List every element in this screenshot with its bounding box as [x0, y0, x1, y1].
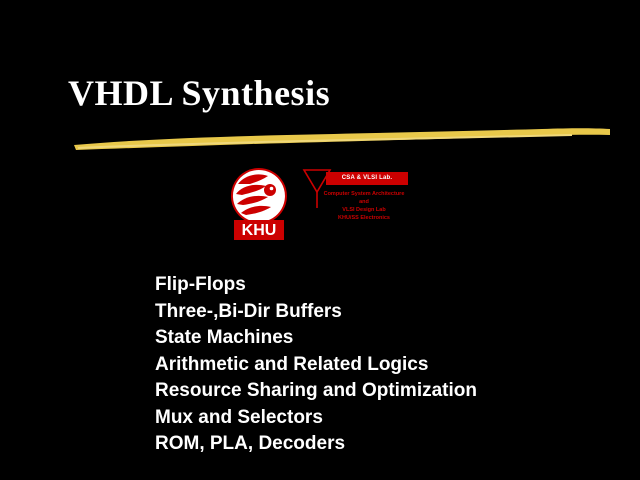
csa-lab-header: CSA & VLSI Lab.	[326, 172, 408, 185]
csa-lab-caption	[320, 190, 408, 222]
csa-caption-line-2: and	[359, 199, 369, 205]
csa-caption-line-3: VLSI Design Lab	[342, 207, 386, 213]
bullet-item: State Machines	[155, 327, 294, 348]
bullet-item: ROM, PLA, Decoders	[155, 433, 346, 454]
decorative-brush-underline	[72, 126, 612, 152]
csa-caption-line-1: Computer System Architecture	[323, 191, 405, 197]
bullet-item: Arithmetic and Related Logics	[155, 353, 429, 375]
bullet-item: Resource Sharing and Optimization	[155, 380, 477, 401]
bullet-list	[155, 272, 477, 458]
csa-caption-line-4: KHU/SS Electronics	[338, 215, 390, 221]
csa-vlsi-lab-logo	[300, 168, 408, 238]
slide-title: VHDL Synthesis	[68, 73, 331, 113]
svg-text:KHU: KHU	[241, 222, 277, 239]
bullet-item: Mux and Selectors	[155, 406, 323, 428]
logo-group	[228, 166, 408, 244]
khu-university-logo	[228, 166, 290, 240]
bullet-item: Flip-Flops	[155, 274, 246, 295]
bullet-item: Three-,Bi-Dir Buffers	[155, 300, 342, 322]
